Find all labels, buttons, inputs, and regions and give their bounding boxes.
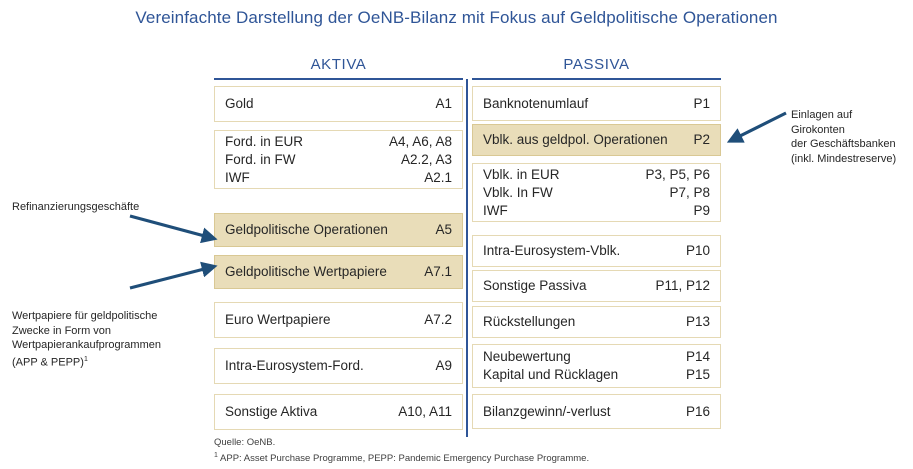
balance-sheet-item-code: P2 (693, 132, 710, 147)
balance-sheet-row (483, 184, 710, 202)
balance-sheet-row (225, 169, 452, 187)
balance-sheet-row (483, 366, 710, 384)
balance-sheet-item-code: P15 (685, 367, 710, 382)
balance-sheet-item-code: P10 (685, 243, 710, 258)
balance-sheet-row (483, 277, 710, 295)
balance-sheet-row (483, 242, 710, 260)
balance-sheet-item-code: A5 (435, 222, 452, 237)
balance-sheet-item-code: P14 (685, 349, 710, 364)
balance-sheet-item-label: Ford. in FW (225, 151, 296, 167)
balance-sheet-item-label: Intra-Eurosystem-Ford. (225, 358, 364, 373)
column-header-aktiva: AKTIVA (310, 56, 367, 73)
annotation-wertpapiere-line1: Wertpapiere für geldpolitische (12, 310, 158, 322)
balance-sheet-item-label: Neubewertung (483, 349, 571, 364)
balance-sheet-row (483, 403, 710, 421)
balance-sheet-item-label: Euro Wertpapiere (225, 312, 331, 327)
balance-sheet-item-code: A2.2, A3 (400, 151, 452, 167)
balance-sheet-item-label: Vblk. in EUR (483, 166, 560, 182)
balance-sheet-item-label: Geldpolitische Operationen (225, 222, 388, 237)
balance-sheet-box (214, 255, 463, 289)
balance-sheet-box (472, 163, 721, 222)
balance-sheet-row (483, 313, 710, 331)
balance-sheet-box (214, 394, 463, 430)
balance-sheet-item-code: A1 (435, 96, 452, 111)
balance-sheet-box (472, 124, 721, 156)
balance-sheet-row (225, 151, 452, 169)
annotation-wertpapiere-footnote-marker: 1 (83, 355, 88, 363)
column-divider (466, 79, 468, 437)
balance-sheet-item-label: Intra-Eurosystem-Vblk. (483, 243, 621, 258)
balance-sheet-box (472, 235, 721, 267)
balance-sheet-item-code: P13 (685, 314, 710, 329)
balance-sheet-row (225, 95, 452, 113)
balance-sheet-row (483, 166, 710, 184)
balance-sheet-item-code: A2.1 (424, 169, 452, 185)
balance-sheet-row (225, 263, 452, 281)
annotation-refi-text: Refinanzierungsgeschäfte (12, 201, 140, 213)
aktiva-header-rule (214, 78, 463, 80)
balance-sheet-row (225, 221, 452, 239)
balance-sheet-row (225, 311, 452, 329)
arrow-to-geldpolitische-wertpapiere (128, 262, 224, 294)
arrow-to-vblk-geldpol-operationen (724, 110, 794, 150)
balance-sheet-row (483, 95, 710, 113)
annotation-wertpapiere-line3: Wertpapierankaufprogrammen (12, 339, 161, 351)
balance-sheet-item-code: P11, P12 (655, 278, 710, 293)
balance-sheet-item-label: Bilanzgewinn/-verlust (483, 403, 611, 419)
footnote-app-pepp (214, 450, 589, 465)
footnote-source: Quelle: OeNB. (214, 437, 276, 448)
balance-sheet-row (225, 357, 452, 375)
footnote-marker: 1 (214, 452, 218, 459)
arrow-to-geldpolitische-operationen (128, 214, 224, 246)
balance-sheet-item-code: P7, P8 (669, 184, 710, 200)
balance-sheet-item-label: Vblk. aus geldpol. Operationen (483, 132, 668, 147)
balance-sheet-item-code: P3, P5, P6 (645, 166, 710, 182)
balance-sheet-box (472, 344, 721, 388)
footnote-app-text: APP: Asset Purchase Programme, PEPP: Pandemic Emergency Purchase Programme. (217, 453, 590, 465)
balance-sheet-box (214, 213, 463, 247)
balance-sheet-item-label: Sonstige Aktiva (225, 404, 318, 419)
balance-sheet-box (472, 394, 721, 429)
balance-sheet-item-code: A7.2 (424, 312, 452, 327)
passiva-header-rule (472, 78, 721, 80)
balance-sheet-row (225, 403, 452, 421)
balance-sheet-item-label: Geldpolitische Wertpapiere (225, 264, 387, 279)
balance-sheet-row (483, 202, 710, 220)
balance-sheet-item-label: IWF (483, 202, 508, 218)
balance-sheet-item-code: P1 (693, 95, 710, 111)
balance-sheet-item-label: Vblk. In FW (483, 184, 553, 200)
annotation-wertpapiere (12, 309, 202, 370)
annotation-einlagen-line1: Einlagen auf Girokonten (791, 109, 853, 136)
annotation-einlagen-line3: (inkl. Mindestreserve) (791, 152, 897, 165)
balance-sheet-box (214, 348, 463, 384)
balance-sheet-item-code: A7.1 (424, 264, 452, 279)
page-title: Vereinfachte Darstellung der OeNB-Bilanz mit Fokus auf Geldpolitische Operationen (135, 8, 778, 27)
balance-sheet-item-code: A4, A6, A8 (388, 133, 452, 149)
balance-sheet-box (214, 130, 463, 189)
balance-sheet-box (472, 86, 721, 121)
balance-sheet-item-label: Rückstellungen (483, 314, 576, 329)
balance-sheet-box (214, 302, 463, 338)
annotation-wertpapiere-line2: Zwecke in Form von (12, 324, 112, 337)
annotation-wertpapiere-line4 (12, 353, 202, 370)
balance-sheet-row (483, 348, 710, 366)
balance-sheet-item-code: P9 (693, 202, 710, 218)
balance-sheet-item-label: Kapital und Rücklagen (483, 367, 619, 382)
balance-sheet-item-label: Sonstige Passiva (483, 278, 587, 293)
balance-sheet-item-label: Ford. in EUR (225, 133, 304, 149)
balance-sheet-item-label: IWF (225, 169, 250, 185)
balance-sheet-row (225, 133, 452, 151)
balance-sheet-row (483, 131, 710, 149)
annotation-einlagen-line2: der Geschäftsbanken (791, 138, 896, 150)
balance-sheet-item-label: Banknotenumlauf (483, 95, 589, 111)
balance-sheet-box (472, 270, 721, 302)
annotation-refinanzierungsgeschaefte (12, 200, 202, 215)
balance-sheet-box (472, 306, 721, 338)
annotation-wertpapiere-line4-text: (APP & PEPP) (12, 356, 84, 369)
balance-sheet-box (214, 86, 463, 122)
balance-sheet-item-code: A10, A11 (398, 404, 452, 419)
column-header-passiva: PASSIVA (563, 56, 630, 73)
annotation-einlagen (791, 108, 909, 166)
balance-sheet-item-code: P16 (685, 403, 710, 419)
balance-sheet-item-code: A9 (435, 358, 452, 373)
balance-sheet-item-label: Gold (225, 96, 254, 111)
